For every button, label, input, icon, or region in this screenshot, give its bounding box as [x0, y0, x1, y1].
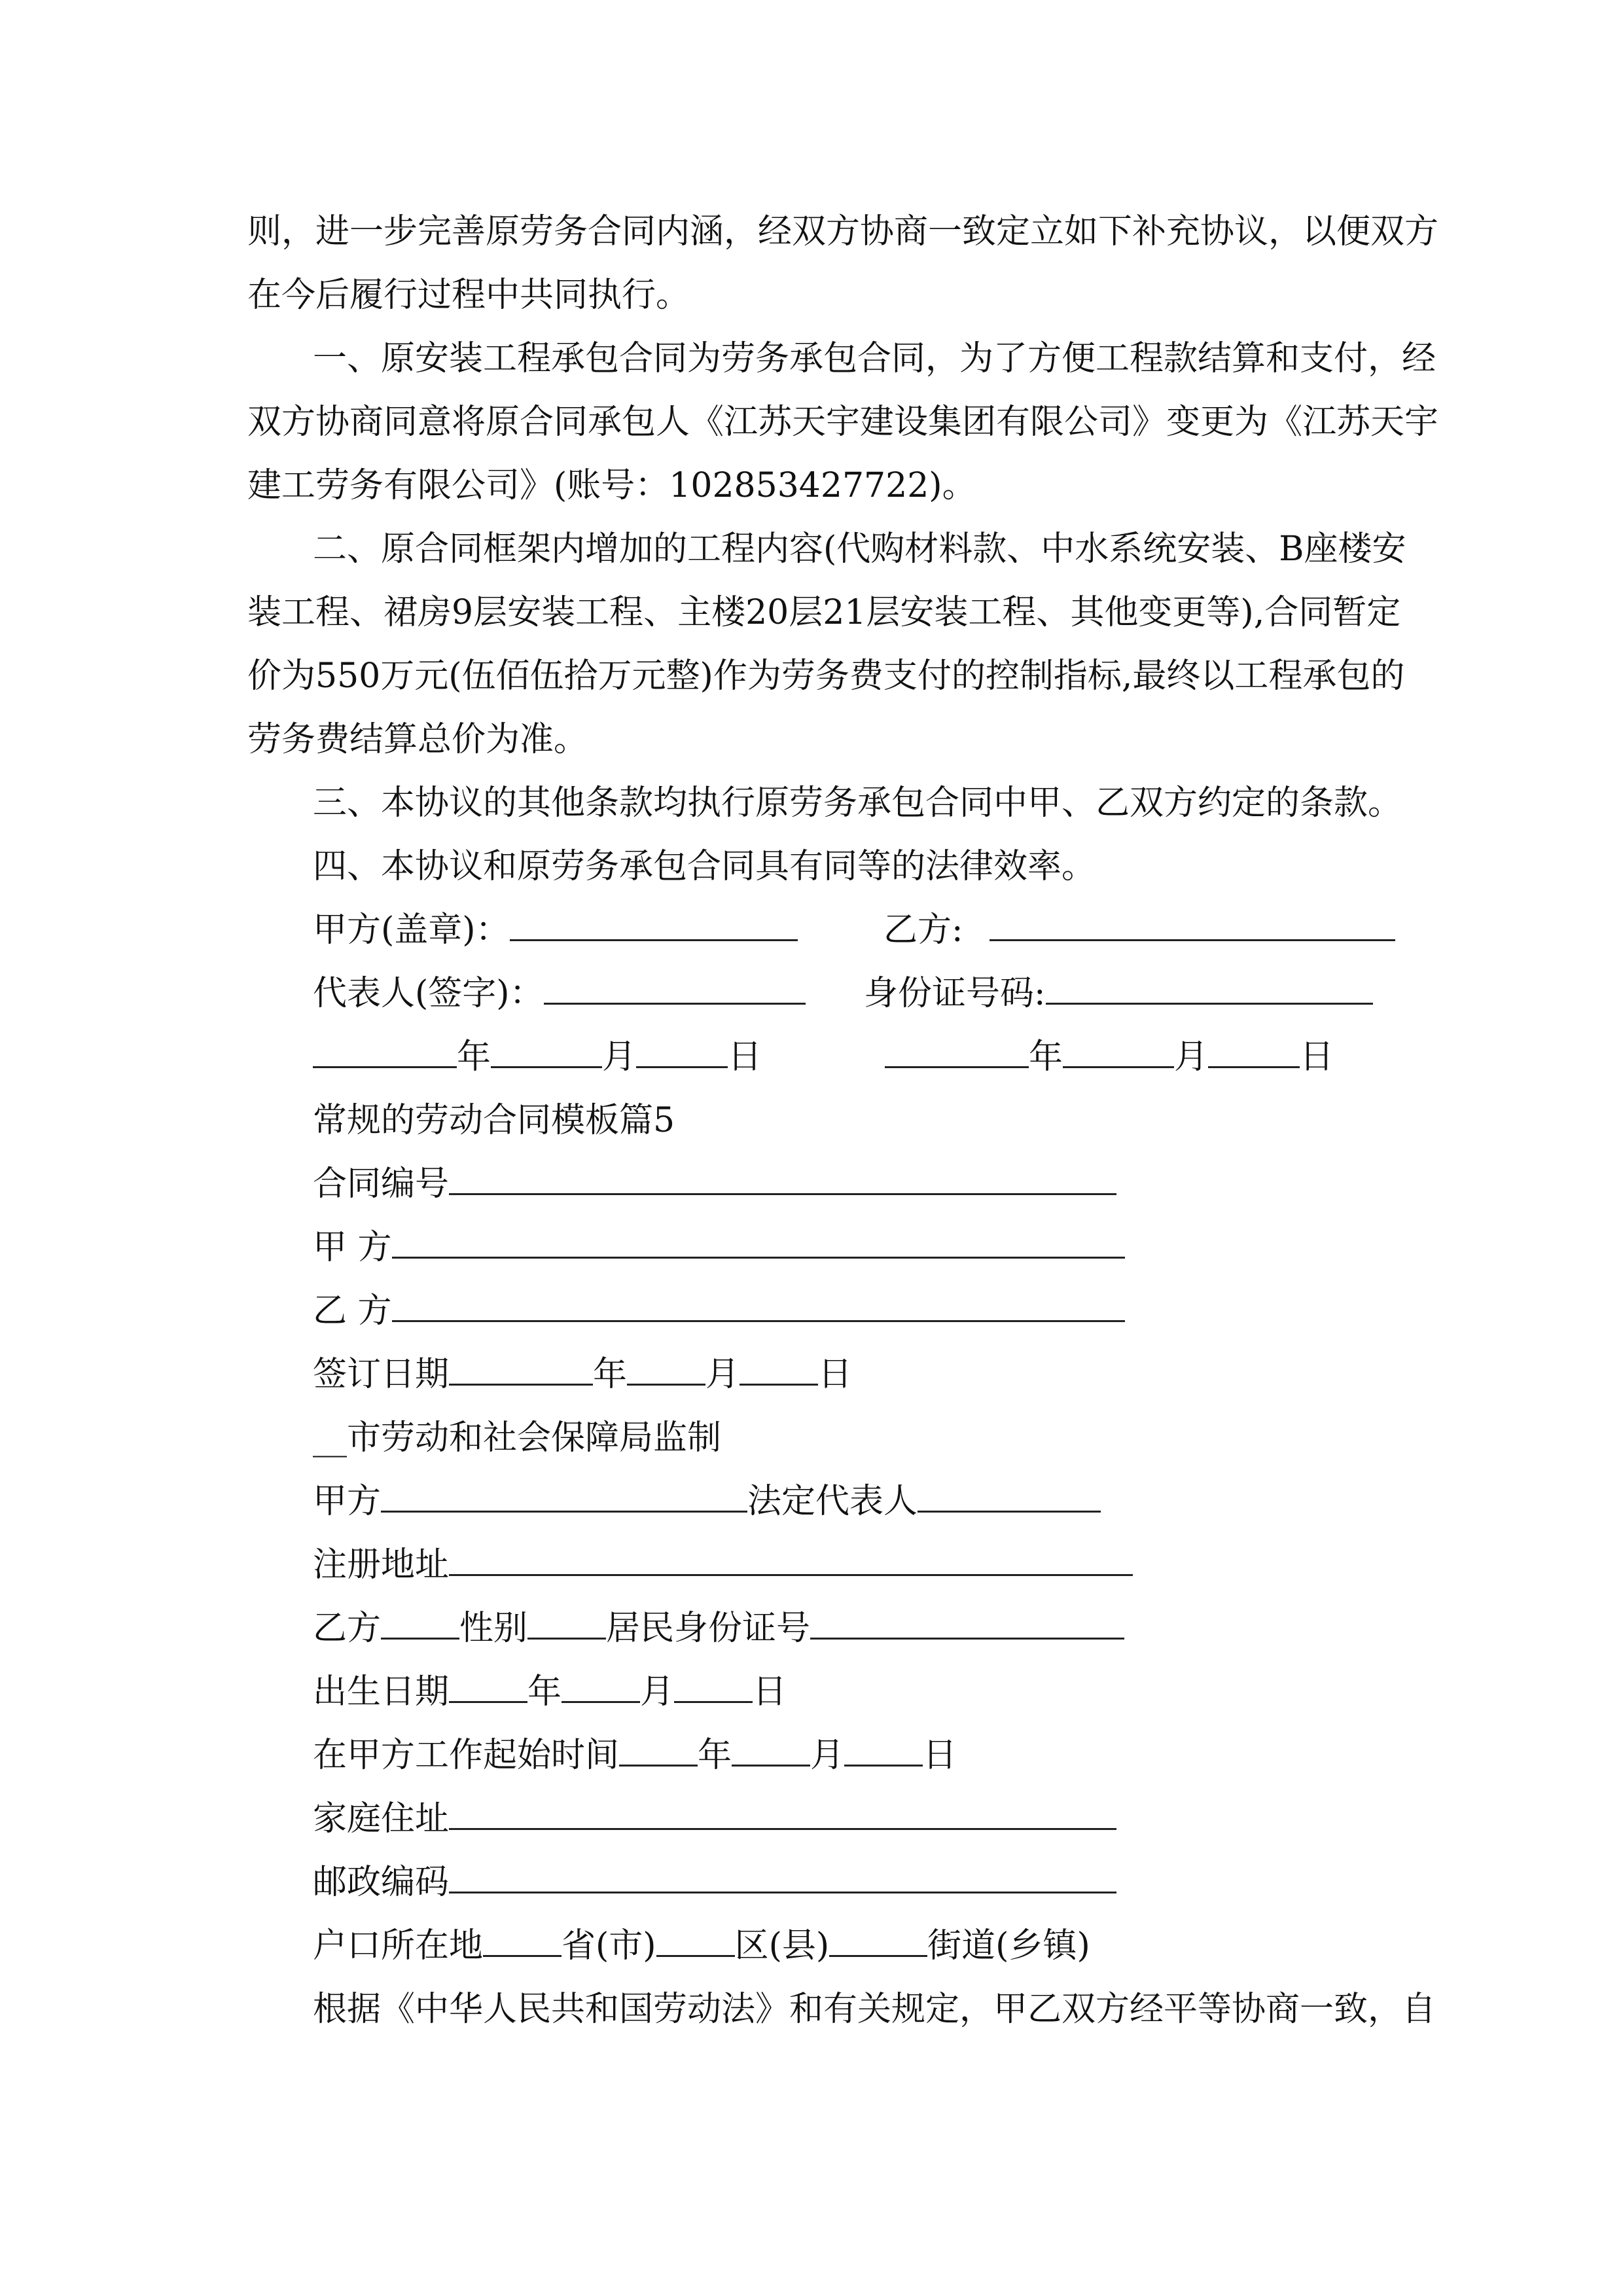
- form-party-b-label: 乙方: [313, 1609, 382, 1648]
- party-b-blank[interactable]: [990, 906, 1395, 941]
- birth-date-row: [313, 1668, 787, 1715]
- form-party-b-row: [313, 1605, 1124, 1652]
- year-label: 年: [698, 1736, 732, 1775]
- cover-party-a-row: [313, 1224, 1125, 1271]
- date-right-year-blank[interactable]: [885, 1033, 1029, 1068]
- day-label: 日: [728, 1037, 762, 1077]
- postal-code-row: [313, 1859, 1116, 1906]
- id-number-label: 身份证号码:: [864, 974, 1046, 1013]
- year-label: 年: [457, 1037, 491, 1077]
- cover-party-b-row: [313, 1287, 1125, 1335]
- postal-code-label: 邮政编码: [313, 1863, 450, 1902]
- clause2-line-3: 价为550万元(伍佰伍拾万元整)作为劳务费支付的控制指标,最终以工程承包的: [247, 656, 1405, 696]
- province-blank[interactable]: [483, 1922, 562, 1957]
- street-label: 街道(乡镇): [927, 1926, 1090, 1965]
- postal-code-blank[interactable]: [449, 1859, 1116, 1893]
- signature-row-1-right: [883, 906, 1395, 954]
- clause2-line-1: 二、原合同框架内增加的工程内容(代购材料款、中水系统安装、B座楼安: [313, 529, 1406, 569]
- cover-party-b-blank[interactable]: [392, 1287, 1125, 1322]
- start-work-label: 在甲方工作起始时间: [313, 1736, 620, 1775]
- section-title: 常规的劳动合同模板篇5: [313, 1101, 675, 1140]
- home-address-row: [313, 1795, 1116, 1842]
- birth-year-blank[interactable]: [449, 1668, 527, 1703]
- sign-date-day-blank[interactable]: [740, 1351, 818, 1386]
- form-party-b-blank[interactable]: [381, 1605, 459, 1640]
- day-label: 日: [753, 1672, 787, 1712]
- birth-date-label: 出生日期: [313, 1672, 450, 1712]
- representative-label: 代表人(签字)：: [313, 974, 544, 1013]
- cover-party-a-blank[interactable]: [392, 1224, 1125, 1259]
- clause3: 三、本协议的其他条款均执行原劳务承包合同中甲、乙双方约定的条款。: [313, 783, 1402, 823]
- birth-day-blank[interactable]: [674, 1668, 753, 1703]
- legal-rep-blank[interactable]: [918, 1478, 1101, 1513]
- month-label: 月: [705, 1355, 740, 1394]
- date-left-year-blank[interactable]: [313, 1033, 457, 1068]
- form-party-a-blank[interactable]: [381, 1478, 747, 1513]
- household-label: 户口所在地: [313, 1926, 484, 1965]
- clause1-line-1: 一、原安装工程承包合同为劳务承包合同，为了方便工程款结算和支付，经: [313, 339, 1436, 378]
- start-work-row: [313, 1732, 957, 1779]
- reg-address-label: 注册地址: [313, 1545, 450, 1585]
- birth-month-blank[interactable]: [562, 1668, 640, 1703]
- start-work-day-blank[interactable]: [844, 1732, 923, 1767]
- sign-date-month-blank[interactable]: [627, 1351, 705, 1386]
- signature-row-2: [313, 970, 806, 1017]
- clause2-line-4: 劳务费结算总价为准。: [247, 720, 588, 759]
- year-label: 年: [527, 1672, 562, 1712]
- day-label: 日: [923, 1736, 957, 1775]
- province-label: 省(市): [562, 1926, 656, 1965]
- month-label: 月: [602, 1037, 637, 1077]
- signature-date-right: [885, 1033, 1334, 1081]
- cover-party-a-label: 甲 方: [313, 1228, 392, 1267]
- month-label: 月: [640, 1672, 675, 1712]
- party-a-seal-blank[interactable]: [510, 906, 798, 941]
- party-b-label: 乙方:: [883, 910, 963, 950]
- date-right-day-blank[interactable]: [1208, 1033, 1300, 1068]
- start-work-year-blank[interactable]: [619, 1732, 698, 1767]
- contract-no-label: 合同编号: [313, 1164, 450, 1204]
- day-label: 日: [818, 1355, 853, 1394]
- closing-line: 根据《中华人民共和国劳动法》和有关规定，甲乙双方经平等协商一致，自: [313, 1990, 1436, 2029]
- clause1-line-3: 建工劳务有限公司》(账号：102853427722)。: [247, 466, 976, 505]
- id-number-blank[interactable]: [1046, 970, 1373, 1005]
- month-label: 月: [810, 1736, 845, 1775]
- sign-date-year-blank[interactable]: [449, 1351, 593, 1386]
- signature-date-left: [313, 1033, 762, 1081]
- date-left-month-blank[interactable]: [491, 1033, 602, 1068]
- resident-id-label: 居民身份证号: [606, 1609, 811, 1648]
- district-label: 区(县): [734, 1926, 830, 1965]
- year-label: 年: [1029, 1037, 1063, 1077]
- party-a-seal-label: 甲方(盖章)：: [313, 910, 510, 950]
- cover-party-b-label: 乙 方: [313, 1291, 392, 1331]
- gender-blank[interactable]: [527, 1605, 606, 1640]
- form-party-a-row: [313, 1478, 1101, 1525]
- contract-no-blank[interactable]: [449, 1160, 1116, 1195]
- legal-rep-label: 法定代表人: [747, 1482, 918, 1521]
- clause4: 四、本协议和原劳务承包合同具有同等的法律效率。: [313, 847, 1096, 886]
- reg-address-row: [313, 1541, 1133, 1588]
- street-blank[interactable]: [829, 1922, 927, 1957]
- clause2-line-2: 装工程、裙房9层安装工程、主楼20层21层安装工程、其他变更等),合同暂定: [247, 593, 1401, 632]
- household-row: [313, 1922, 1090, 1969]
- home-address-blank[interactable]: [449, 1795, 1116, 1830]
- day-label: 日: [1300, 1037, 1334, 1077]
- intro-line-2: 在今后履行过程中共同执行。: [247, 276, 690, 315]
- resident-id-blank[interactable]: [810, 1605, 1124, 1640]
- intro-line-1: 则，进一步完善原劳务合同内涵，经双方协商一致定立如下补充协议，以便双方: [247, 212, 1439, 251]
- start-work-month-blank[interactable]: [732, 1732, 810, 1767]
- supervisor-line: __市劳动和社会保障局监制: [313, 1418, 722, 1458]
- date-left-day-blank[interactable]: [636, 1033, 728, 1068]
- form-party-a-label: 甲方: [313, 1482, 382, 1521]
- sign-date-row: [313, 1351, 852, 1398]
- representative-blank[interactable]: [544, 970, 806, 1005]
- signature-row-1: [313, 906, 798, 954]
- reg-address-blank[interactable]: [449, 1541, 1133, 1576]
- sign-date-label: 签订日期: [313, 1355, 450, 1394]
- home-address-label: 家庭住址: [313, 1799, 450, 1839]
- gender-label: 性别: [459, 1609, 528, 1648]
- signature-row-2-right: [864, 970, 1373, 1017]
- clause1-line-2: 双方协商同意将原合同承包人《江苏天宇建设集团有限公司》变更为《江苏天宇: [247, 403, 1439, 442]
- contract-no-row: [313, 1160, 1116, 1208]
- date-right-month-blank[interactable]: [1063, 1033, 1174, 1068]
- year-label: 年: [593, 1355, 628, 1394]
- month-label: 月: [1174, 1037, 1209, 1077]
- district-blank[interactable]: [656, 1922, 735, 1957]
